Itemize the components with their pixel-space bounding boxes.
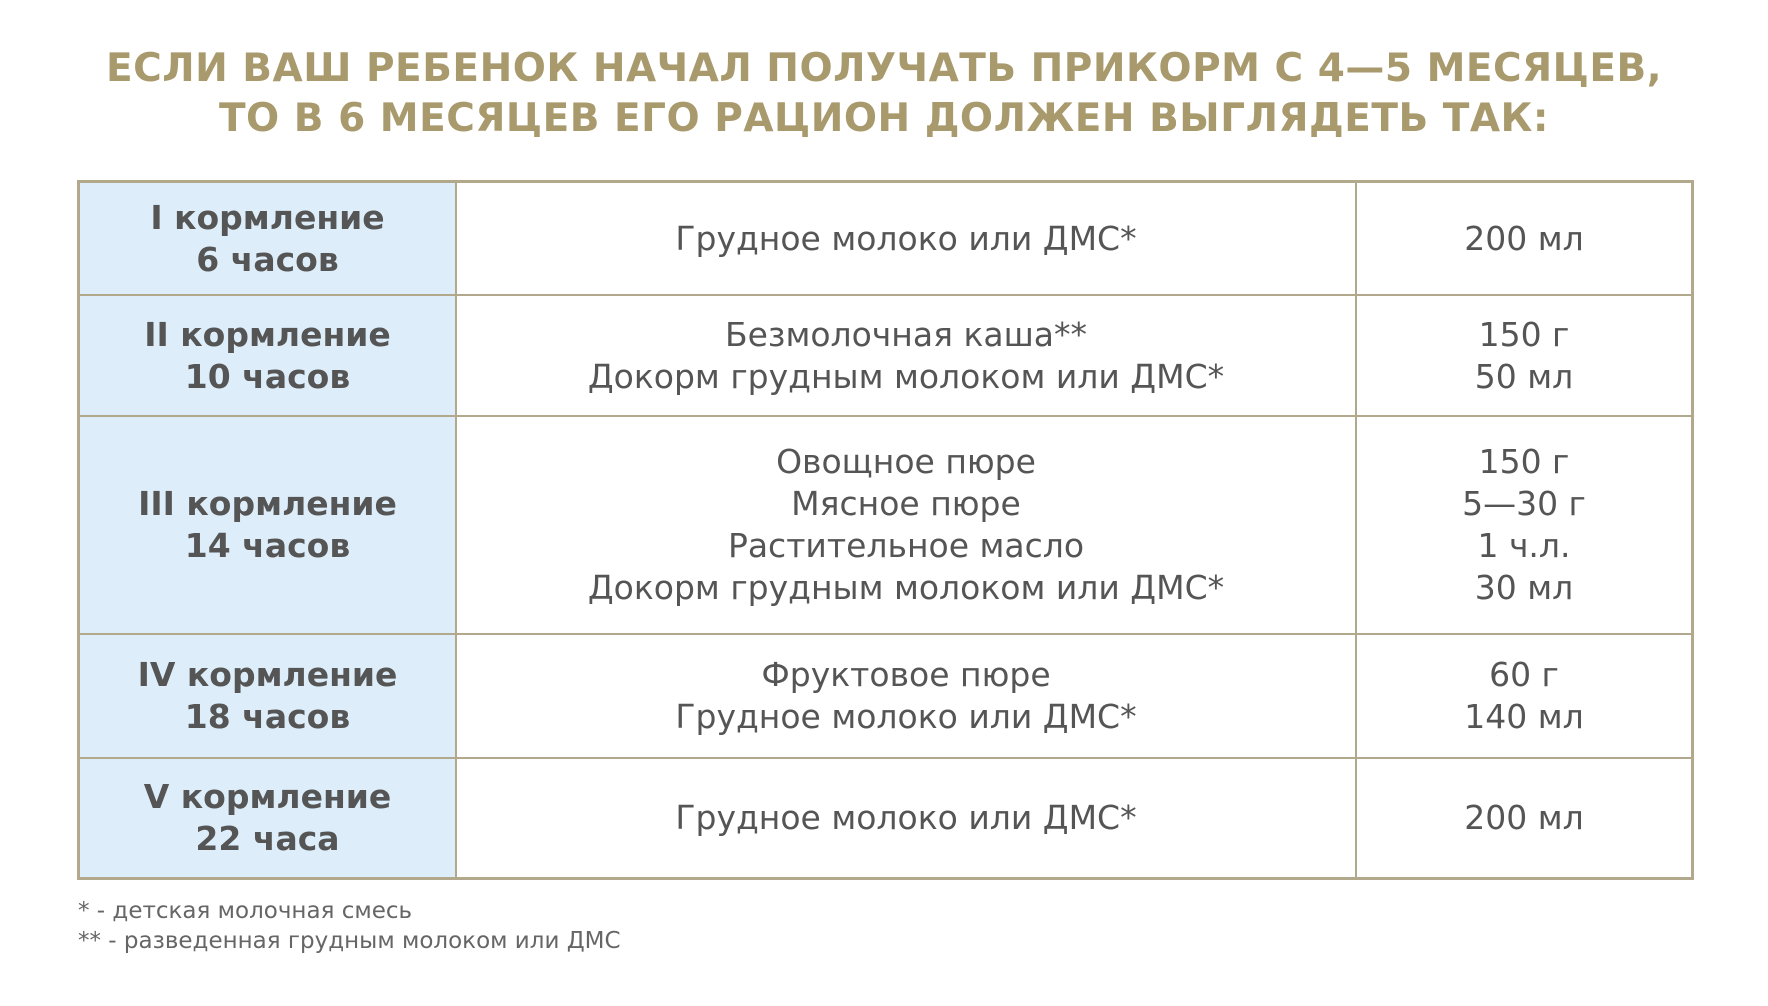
food-item: Докорм грудным молоком или ДМС* [587,568,1225,607]
meal-cell [80,296,457,417]
meal-name: III кормление [138,484,397,523]
meal-name: V кормление [143,777,392,816]
foods-cell [457,635,1357,759]
amount-item: 200 мл [1464,218,1584,258]
amount-item: 50 мл [1474,356,1574,396]
meal-time: 6 часов [196,239,339,279]
meal-time: 14 часов [184,526,351,565]
foods-cell [457,759,1357,877]
meal-time: 22 часа [195,819,340,858]
footnote: ** - разведенная грудным молоком или ДМС [78,928,621,954]
amounts-cell [1357,183,1691,296]
amount-item: 60 г [1489,655,1559,694]
meal-cell [80,635,457,759]
amounts-cell [1357,417,1691,635]
amount-item: 200 мл [1464,798,1584,837]
amounts-cell [1357,296,1691,417]
meal-name: IV кормление [137,655,398,694]
food-item: Безмолочная каша** [724,314,1088,354]
meal-cell [80,759,457,877]
meal-cell [80,183,457,296]
meal-name: II кормление [144,314,391,354]
diet-table [77,180,1694,880]
food-item: Грудное молоко или ДМС* [675,798,1137,837]
food-item: Грудное молоко или ДМС* [675,697,1137,736]
footnotes [78,896,621,956]
amount-item: 140 мл [1464,697,1584,736]
amount-item: 150 г [1478,442,1570,481]
amounts-cell [1357,759,1691,877]
food-item: Докорм грудным молоком или ДМС* [587,356,1225,396]
food-item: Фруктовое пюре [761,655,1051,694]
food-item: Грудное молоко или ДМС* [675,218,1137,258]
amount-item: 1 ч.л. [1477,526,1571,565]
meal-time: 10 часов [184,356,351,396]
title-line-1: ЕСЛИ ВАШ РЕБЕНОК НАЧАЛ ПОЛУЧАТЬ ПРИКОРМ С 4—5 МЕСЯЦЕВ, [105,46,1663,91]
meal-cell [80,417,457,635]
food-item: Овощное пюре [776,442,1036,481]
foods-cell [457,417,1357,635]
food-item: Растительное масло [727,526,1085,565]
amount-item: 150 г [1478,314,1570,354]
footnote: * - детская молочная смесь [78,898,413,924]
foods-cell [457,183,1357,296]
food-item: Мясное пюре [791,484,1021,523]
meal-time: 18 часов [184,697,351,736]
foods-cell [457,296,1357,417]
meal-name: I кормление [150,197,385,237]
title-line-2: ТО В 6 МЕСЯЦЕВ ЕГО РАЦИОН ДОЛЖЕН ВЫГЛЯДЕТЬ ТАК: [218,96,1550,141]
amount-item: 5—30 г [1462,484,1586,523]
amounts-cell [1357,635,1691,759]
amount-item: 30 мл [1474,568,1574,607]
page-title [0,44,1768,144]
